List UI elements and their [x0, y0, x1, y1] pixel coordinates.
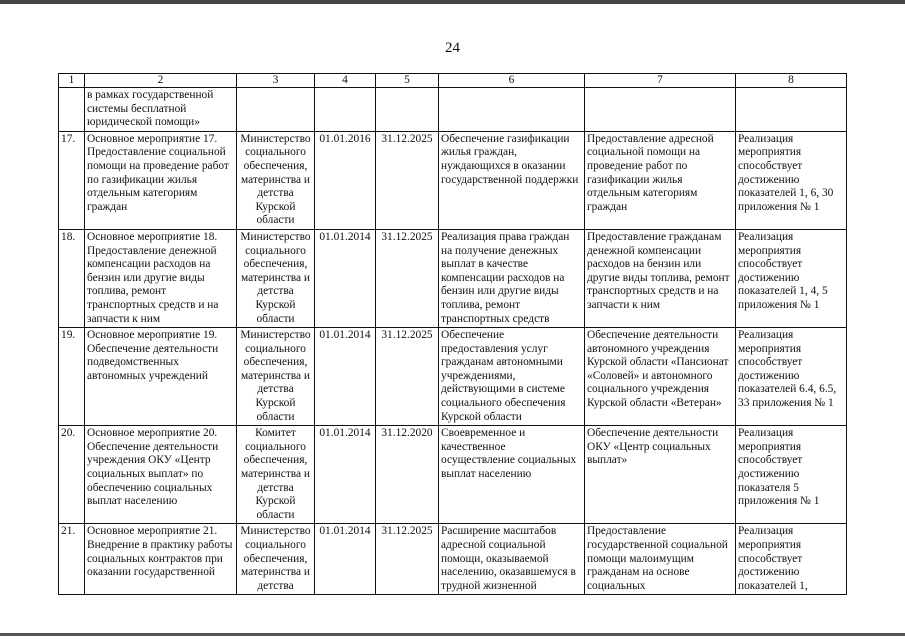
table-row — [59, 131, 847, 229]
executor: Министерство социального обеспечения, материнства и детства Курской области — [237, 131, 315, 229]
indicator-link: Реализация мероприятия способствует достижению показателей 1, — [736, 524, 847, 595]
start-date: 01.01.2016 — [315, 131, 376, 229]
start-date: 01.01.2014 — [315, 524, 376, 595]
measure-name: Основное мероприятие 21. Внедрение в практику работы социальных контрактов при оказании государственной — [85, 524, 237, 595]
empty-cell — [315, 88, 376, 132]
expected-result: Расширение масштабов адресной социальной помощи, оказываемой населению, оказавшемуся в трудной жизненной — [439, 524, 585, 595]
end-date: 31.12.2020 — [376, 426, 439, 524]
expected-result: Реализация права граждан на получение денежных выплат в качестве компенсации расходов на бензин или другие виды топлива, ремонт транспортных средств — [439, 229, 585, 327]
executor: Министерство социального обеспечения, материнства и детства Курской области — [237, 328, 315, 426]
start-date: 01.01.2014 — [315, 229, 376, 327]
indicator-link: Реализация мероприятия способствует достижению показателей 6.4, 6.5, 33 приложения № 1 — [736, 328, 847, 426]
executor: Комитет социального обеспечения, материнства и детства Курской области — [237, 426, 315, 524]
continuation-text: в рамках государственной системы бесплатной юридической помощи» — [85, 88, 237, 132]
empty-cell — [376, 88, 439, 132]
continuation-row — [59, 88, 847, 132]
start-date: 01.01.2014 — [315, 328, 376, 426]
empty-cell — [736, 88, 847, 132]
measure-name: Основное мероприятие 20. Обеспечение деятельности учреждения ОКУ «Центр социальных выплат» по обеспечению социальных выплат населению — [85, 426, 237, 524]
column-header: 4 — [315, 74, 376, 88]
table-row — [59, 426, 847, 524]
column-header: 1 — [59, 74, 85, 88]
column-header: 2 — [85, 74, 237, 88]
end-date: 31.12.2025 — [376, 328, 439, 426]
row-number: 21. — [59, 524, 85, 595]
measure-name: Основное мероприятие 17. Предоставление социальной помощи на проведение работ по газификации жилья отдельным категориям граждан — [85, 131, 237, 229]
column-header: 7 — [585, 74, 736, 88]
start-date: 01.01.2014 — [315, 426, 376, 524]
indicator-link: Реализация мероприятия способствует достижению показателя 5 приложения № 1 — [736, 426, 847, 524]
page-number: 24 — [445, 40, 460, 56]
end-date: 31.12.2025 — [376, 131, 439, 229]
table-row — [59, 229, 847, 327]
measure-name: Основное мероприятие 19. Обеспечение деятельности подведомственных автономных учреждений — [85, 328, 237, 426]
empty-cell — [59, 88, 85, 132]
row-number: 20. — [59, 426, 85, 524]
column-header: 3 — [237, 74, 315, 88]
empty-cell — [439, 88, 585, 132]
column-header: 6 — [439, 74, 585, 88]
main-directions: Предоставление адресной социальной помощи на проведение работ по газификации жилья отдельным категориям граждан — [585, 131, 736, 229]
executor: Министерство социального обеспечения, материнства и детства — [237, 524, 315, 595]
indicator-link: Реализация мероприятия способствует достижению показателей 1, 6, 30 приложения № 1 — [736, 131, 847, 229]
row-number: 18. — [59, 229, 85, 327]
top-border-line — [0, 0, 905, 4]
indicator-link: Реализация мероприятия способствует достижению показателей 1, 4, 5 приложения № 1 — [736, 229, 847, 327]
empty-cell — [585, 88, 736, 132]
end-date: 31.12.2025 — [376, 524, 439, 595]
bottom-border-line — [0, 633, 905, 636]
main-directions: Обеспечение деятельности ОКУ «Центр социальных выплат» — [585, 426, 736, 524]
expected-result: Своевременное и качественное осуществление социальных выплат населению — [439, 426, 585, 524]
header-row — [59, 74, 847, 88]
expected-result: Обеспечение газификации жилья граждан, нуждающихся в оказании государственной поддержки — [439, 131, 585, 229]
expected-result: Обеспечение предоставления услуг гражданам автономными учреждениями, действующими в системе социального обеспечения Курской области — [439, 328, 585, 426]
end-date: 31.12.2025 — [376, 229, 439, 327]
column-header: 8 — [736, 74, 847, 88]
main-directions: Предоставление гражданам денежной компенсации расходов на бензин или другие виды топлива, ремонт транспортных средств и на запчасти к ним — [585, 229, 736, 327]
measure-name: Основное мероприятие 18. Предоставление денежной компенсации расходов на бензин или другие виды топлива, ремонт транспортных средств и на запчасти к ним — [85, 229, 237, 327]
executor: Министерство социального обеспечения, материнства и детства Курской области — [237, 229, 315, 327]
row-number: 17. — [59, 131, 85, 229]
main-directions: Обеспечение деятельности автономного учреждения Курской области «Пансионат «Соловей» и автономного социального учреждения Курской области «Ветеран» — [585, 328, 736, 426]
empty-cell — [237, 88, 315, 132]
column-header: 5 — [376, 74, 439, 88]
row-number: 19. — [59, 328, 85, 426]
measures-table — [58, 73, 847, 595]
main-directions: Предоставление государственной социальной помощи малоимущим гражданам на основе социальных — [585, 524, 736, 595]
table-row — [59, 328, 847, 426]
table-row — [59, 524, 847, 595]
